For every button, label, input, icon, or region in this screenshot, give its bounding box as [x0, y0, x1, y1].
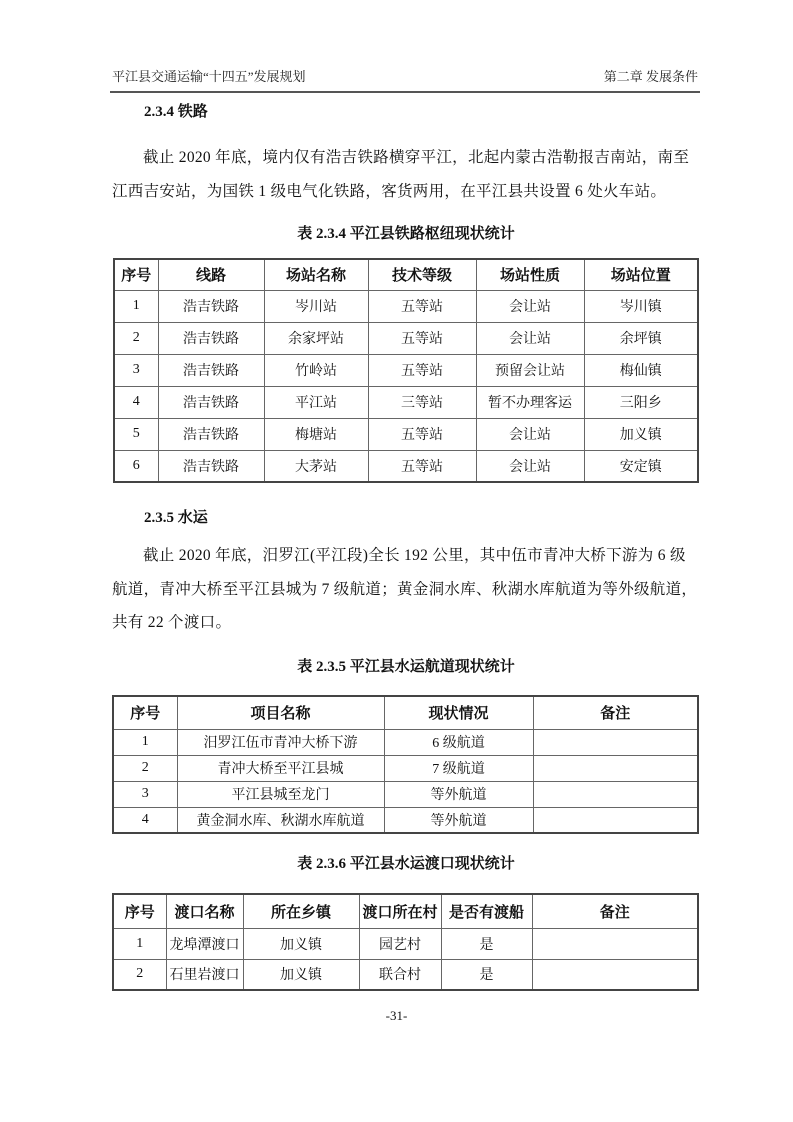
table-cell [533, 807, 698, 833]
table-cell [532, 928, 698, 959]
column-header: 项目名称 [177, 696, 384, 729]
table-row [114, 322, 698, 354]
table-header-row [113, 894, 698, 928]
column-header: 序号 [113, 696, 177, 729]
column-header: 序号 [114, 259, 158, 290]
table-cell: 五等站 [368, 418, 476, 450]
table-cell: 三阳乡 [584, 386, 698, 418]
table-cell: 1 [113, 729, 177, 755]
column-header: 所在乡镇 [243, 894, 359, 928]
table-row [114, 450, 698, 482]
table-cell: 加义镇 [243, 959, 359, 990]
table-cell: 2 [113, 755, 177, 781]
table-cell: 1 [113, 928, 166, 959]
table-caption-channel: 表 2.3.5 平江县水运航道现状统计 [297, 659, 515, 675]
para-line: 航道，青冲大桥至平江县城为 7 级航道；黄金洞水库、秋湖水库航道为等外级航道， [112, 580, 698, 598]
para-line: 截止 2020 年底，汨罗江(平江段)全长 192 公里，其中伍市青冲大桥下游为 6 级 [143, 547, 686, 564]
column-header: 备注 [533, 696, 698, 729]
table-row [114, 290, 698, 322]
table-cell: 2 [113, 959, 166, 990]
table-cell: 青冲大桥至平江县城 [177, 755, 384, 781]
table-cell: 汨罗江伍市青冲大桥下游 [177, 729, 384, 755]
running-header-title: 平江县交通运输“十四五”发展规划 [112, 69, 306, 84]
table-caption-rail: 表 2.3.4 平江县铁路枢纽现状统计 [297, 226, 515, 242]
table-cell: 加义镇 [584, 418, 698, 450]
table-cell: 园艺村 [359, 928, 441, 959]
table-cell: 6 级航道 [384, 729, 533, 755]
table-cell: 2 [114, 322, 158, 354]
column-header: 技术等级 [368, 259, 476, 290]
table-cell: 梅仙镇 [584, 354, 698, 386]
table-cell: 浩吉铁路 [158, 322, 264, 354]
table-cell: 五等站 [368, 322, 476, 354]
running-header-chapter: 第二章 发展条件 [603, 69, 698, 84]
table-cell: 安定镇 [584, 450, 698, 482]
column-header: 线路 [158, 259, 264, 290]
table-row [113, 928, 698, 959]
rail-table [113, 258, 699, 483]
table-caption-ferry: 表 2.3.6 平江县水运渡口现状统计 [297, 856, 515, 872]
table-cell: 浩吉铁路 [158, 354, 264, 386]
table-row [113, 959, 698, 990]
table-cell: 浩吉铁路 [158, 290, 264, 322]
table-row [113, 781, 698, 807]
table-cell: 浩吉铁路 [158, 386, 264, 418]
table-cell: 五等站 [368, 354, 476, 386]
table-cell [533, 755, 698, 781]
table-cell [533, 781, 698, 807]
table-cell: 黄金洞水库、秋湖水库航道 [177, 807, 384, 833]
table-cell: 五等站 [368, 450, 476, 482]
column-header: 备注 [532, 894, 698, 928]
column-header: 场站性质 [476, 259, 584, 290]
header-rule [110, 91, 700, 93]
table-cell: 加义镇 [243, 928, 359, 959]
rail-paragraph [112, 141, 700, 208]
table-cell: 会让站 [476, 290, 584, 322]
table-cell: 石里岩渡口 [166, 959, 243, 990]
table-cell: 竹岭站 [264, 354, 368, 386]
table-cell: 1 [114, 290, 158, 322]
table-row [113, 729, 698, 755]
table-row [113, 807, 698, 833]
table-cell: 3 [114, 354, 158, 386]
table-cell: 4 [114, 386, 158, 418]
table-cell: 会让站 [476, 418, 584, 450]
column-header: 渡口所在村 [359, 894, 441, 928]
table-row [113, 755, 698, 781]
table-cell: 平江站 [264, 386, 368, 418]
table-cell: 预留会让站 [476, 354, 584, 386]
water-paragraph [112, 539, 700, 640]
table-cell: 岑川站 [264, 290, 368, 322]
table-cell: 浩吉铁路 [158, 450, 264, 482]
table-cell: 联合村 [359, 959, 441, 990]
column-header: 序号 [113, 894, 166, 928]
table-cell [532, 959, 698, 990]
table-cell: 三等站 [368, 386, 476, 418]
table-row [114, 386, 698, 418]
table-cell: 平江县城至龙门 [177, 781, 384, 807]
table-cell: 是 [441, 928, 532, 959]
column-header: 渡口名称 [166, 894, 243, 928]
page-number: -31- [385, 1008, 408, 1023]
table-row [114, 354, 698, 386]
table-header-row [113, 696, 698, 729]
table-cell: 7 级航道 [384, 755, 533, 781]
table-cell: 余坪镇 [584, 322, 698, 354]
table-cell: 余家坪站 [264, 322, 368, 354]
ferry-table [112, 893, 699, 991]
column-header: 是否有渡船 [441, 894, 532, 928]
para-line: 共有 22 个渡口。 [112, 614, 232, 631]
table-cell: 暂不办理客运 [476, 386, 584, 418]
table-cell: 大茅站 [264, 450, 368, 482]
table-cell: 是 [441, 959, 532, 990]
para-line: 截止 2020 年底，境内仅有浩吉铁路横穿平江，北起内蒙古浩勒报吉南站，南至 [143, 149, 690, 166]
table-cell: 会让站 [476, 322, 584, 354]
section-heading-water: 2.3.5 水运 [144, 510, 208, 526]
table-header-row [114, 259, 698, 290]
table-cell: 4 [113, 807, 177, 833]
table-cell: 3 [113, 781, 177, 807]
table-cell: 岑川镇 [584, 290, 698, 322]
table-cell: 等外航道 [384, 807, 533, 833]
para-line: 江西吉安站，为国铁 1 级电气化铁路，客货两用，在平江县共设置 6 处火车站。 [112, 182, 667, 200]
column-header: 场站位置 [584, 259, 698, 290]
table-cell: 5 [114, 418, 158, 450]
table-cell: 浩吉铁路 [158, 418, 264, 450]
table-cell: 会让站 [476, 450, 584, 482]
table-cell: 6 [114, 450, 158, 482]
column-header: 现状情况 [384, 696, 533, 729]
channel-table [112, 695, 699, 834]
table-cell: 龙埠潭渡口 [166, 928, 243, 959]
table-cell: 梅塘站 [264, 418, 368, 450]
column-header: 场站名称 [264, 259, 368, 290]
table-cell: 等外航道 [384, 781, 533, 807]
table-cell [533, 729, 698, 755]
table-row [114, 418, 698, 450]
section-heading-rail: 2.3.4 铁路 [144, 104, 208, 120]
table-cell: 五等站 [368, 290, 476, 322]
